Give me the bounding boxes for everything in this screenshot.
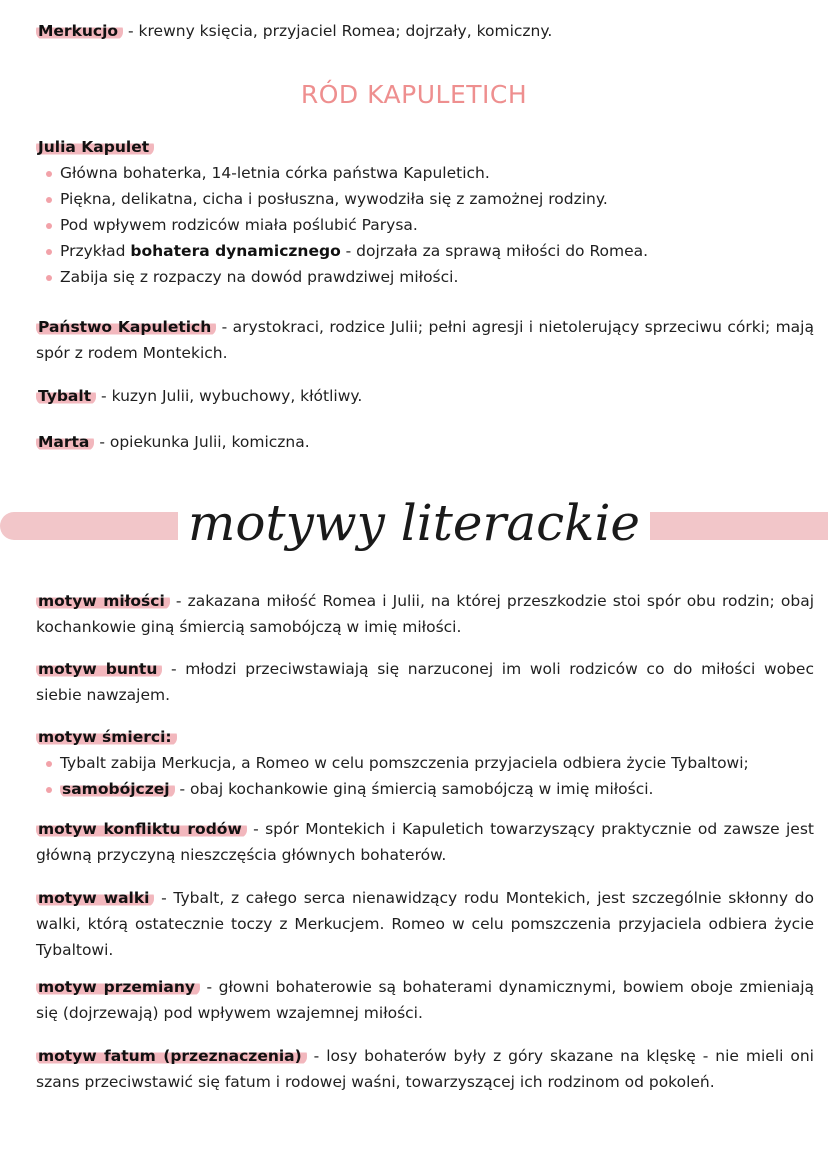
section-title: RÓD KAPULETICH [300, 80, 528, 109]
desc-motyw-konfliktu: - spór Montekich i Kapuletich towarzyszący praktycznie od zawsze jest główną przyczyną nieszczęścia głównych bohaterów. [36, 820, 814, 864]
banner-title-text: motywy literackie [178, 494, 650, 552]
list-item [44, 776, 814, 802]
motif-konfliktu [36, 816, 814, 868]
list-item: Zabija się z rozpaczy na dowód prawdziwej miłości. [44, 264, 814, 290]
list-item [44, 238, 814, 264]
banner-title [0, 488, 828, 558]
list-item: Pod wpływem rodziców miała poślubić Parysa. [44, 212, 814, 238]
desc-merkucjo: - krewny księcia, przyjaciel Romea; dojrzały, komiczny. [123, 22, 553, 40]
term-samobojczej: samobójczej [60, 780, 175, 798]
desc-tybalt: - kuzyn Julii, wybuchowy, kłótliwy. [96, 387, 363, 405]
motif-buntu [36, 656, 814, 708]
term-merkucjo: Merkucjo [36, 22, 123, 40]
entry-marta [36, 429, 814, 455]
desc-panstwo: - arystokraci, rodzice Julii; pełni agresji i nietolerujący sprzeciwu córki; mają spór z rodem Montekich. [36, 318, 814, 362]
bullet4-bold: bohatera dynamicznego [130, 242, 341, 260]
desc-motyw-przemiany: - głowni bohaterowie są bohaterami dynamicznymi, bowiem oboje zmieniają się (dojrzewają) pod wpływem wzajemnej miłości. [36, 978, 814, 1022]
entry-tybalt [36, 383, 814, 409]
bullet4-post: - dojrzała za sprawą miłości do Romea. [340, 242, 649, 260]
desc-motyw-buntu: - młodzi przeciwstawiają się narzuconej im woli rodziców co do miłości wobec siebie nawzajem. [36, 660, 814, 704]
term-motyw-konfliktu: motyw konfliktu rodów [36, 820, 247, 838]
term-motyw-buntu: motyw buntu [36, 660, 162, 678]
desc-samobojczej: - obaj kochankowie giną śmiercią samobójczą w imię miłości. [174, 780, 654, 798]
term-marta: Marta [36, 433, 94, 451]
desc-motyw-fatum: - losy bohaterów były z góry skazane na klęskę - nie mieli oni szans przeciwstawić się fatum i rodowej waśni, towarzyszącej ich rodzinom od pokoleń. [36, 1047, 814, 1091]
list-item: Tybalt zabija Merkucja, a Romeo w celu pomszczenia przyjaciela odbiera życie Tybaltowi; [44, 750, 814, 776]
term-motyw-walki: motyw walki [36, 889, 154, 907]
term-motyw-smierci: motyw śmierci: [36, 728, 177, 746]
term-panstwo: Państwo Kapuletich [36, 318, 216, 336]
motif-fatum [36, 1043, 814, 1095]
smierci-bullets [36, 750, 814, 802]
desc-motyw-milosci: - zakazana miłość Romea i Julii, na której przeszkodzie stoi spór obu rodzin; obaj kochankowie giną śmiercią samobójczą w imię miłości. [36, 592, 815, 636]
entry-merkucjo [36, 18, 814, 44]
term-motyw-przemiany: motyw przemiany [36, 978, 200, 996]
bullet4-pre: Przykład [60, 242, 131, 260]
list-item: Główna bohaterka, 14-letnia córka państwa Kapuletich. [44, 160, 814, 186]
list-item: Piękna, delikatna, cicha i posłuszna, wywodziła się z zamożnej rodziny. [44, 186, 814, 212]
julia-bullets [36, 160, 814, 290]
term-motyw-fatum: motyw fatum (przeznaczenia) [36, 1047, 307, 1065]
motif-smierci [36, 724, 814, 802]
entry-panstwo [36, 314, 814, 366]
desc-motyw-walki: - Tybalt, z całego serca nienawidzący rodu Montekich, jest szczególnie skłonny do walki, którą ostatecznie toczy z Merkucjem. Romeo w celu pomszczenia przyjaciela odbiera życie Tybaltowi. [36, 889, 814, 959]
term-julia: Julia Kapulet [36, 138, 154, 156]
desc-marta: - opiekunka Julii, komiczna. [94, 433, 310, 451]
motif-milosci [36, 588, 814, 640]
motif-przemiany [36, 974, 814, 1026]
term-tybalt: Tybalt [36, 387, 96, 405]
motif-walki [36, 885, 814, 963]
term-motyw-milosci: motyw miłości [36, 592, 170, 610]
entry-julia [36, 134, 814, 290]
